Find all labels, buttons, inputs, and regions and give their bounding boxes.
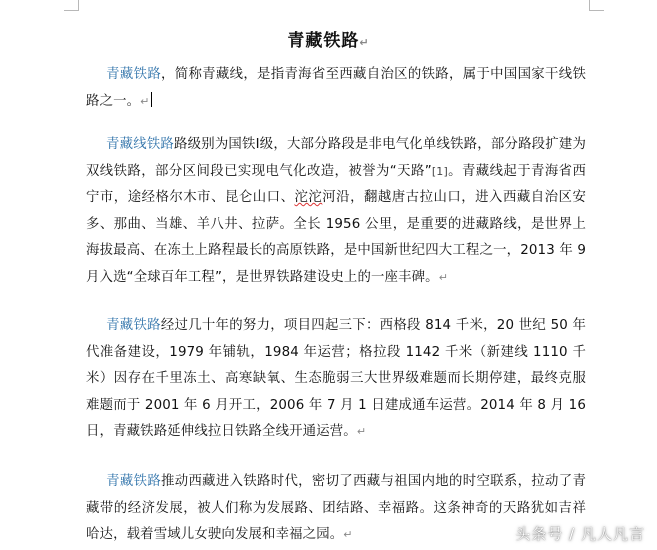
text-cursor [151, 92, 152, 107]
paragraph-mark-icon: ↵ [356, 425, 367, 438]
paragraph-mark-icon: ↵ [140, 94, 150, 108]
document-title: 青藏铁路↵ [287, 31, 370, 51]
link-qingzang-line[interactable]: 青藏线铁路 [106, 137, 175, 152]
link-qingzang-railway[interactable]: 青藏铁路 [106, 474, 162, 489]
paragraph-mark-icon: ↵ [438, 270, 449, 284]
paragraph-text-c: 河沿，翻越唐古拉山口，进入西藏自治区安多、那曲、当雄、羊八井、拉萨。全长 1956 公里，是重要的进藏路线，是世界上海拔最高、在冻土上路程最长的高原铁路，是中国新世纪四大工程之一，2013 年 9 月入选“全球百年工程”，是世界铁路建设史上的一座丰碑。 [86, 190, 586, 285]
paragraph-3[interactable] [86, 313, 586, 446]
paragraph-text-a: 路级别为国铁Ⅰ级，大部分路段是非电气化单线铁路，部分路段扩建为双线铁路，部分区间段已实现电气化改造，被誉为“天路” [86, 137, 586, 179]
margin-mark-top-left [64, 0, 79, 11]
paragraph-text: 经过几十年的努力，项目四起三下：西格段 814 千米，20 世纪 50 年代准备建设，1979 年铺轨，1984 年运营；格拉段 1142 千米（新建线 1110 千米）因存在千里冻土、高寒缺氧、生态脆弱三大世界级难题而长期停建，最终克服难题而于 2001 年 6 月开工，2006 年 7 月 1 日建成通车运营。2014 年 8 月 16 日，青藏铁路延伸线拉日铁路全线开通运营。 [86, 318, 586, 439]
paragraph-4[interactable] [86, 469, 586, 549]
reference-marker[interactable]: [1] [431, 164, 448, 178]
paragraph-text-b: 。青藏线起于青海省西宁市，途经格尔木市、昆仑山口、 [86, 163, 586, 205]
paragraph-mark-icon: ↵ [343, 528, 353, 541]
link-qingzang-railway[interactable]: 青藏铁路 [106, 318, 161, 333]
paragraph-1[interactable] [86, 62, 586, 115]
link-qingzang-railway[interactable]: 青藏铁路 [106, 67, 162, 82]
paragraph-mark-icon: ↵ [359, 36, 370, 49]
margin-mark-top-right [589, 0, 604, 11]
watermark: 头条号 / 凡人凡言 [515, 525, 645, 543]
paragraph-2[interactable] [86, 132, 586, 291]
spellcheck-word[interactable]: 沱沱 [294, 190, 323, 205]
paragraph-text: ，简称青藏线，是指青海省至西藏自治区的铁路，属于中国国家干线铁路之一。 [86, 67, 586, 109]
paragraph-text: 推动西藏进入铁路时代，密切了西藏与祖国内地的时空联系，拉动了青藏带的经济发展，被人们称为发展路、团结路、幸福路。这条神奇的天路犹如吉祥哈达，载着雪域儿女驶向发展和幸福之园。 [86, 474, 586, 542]
